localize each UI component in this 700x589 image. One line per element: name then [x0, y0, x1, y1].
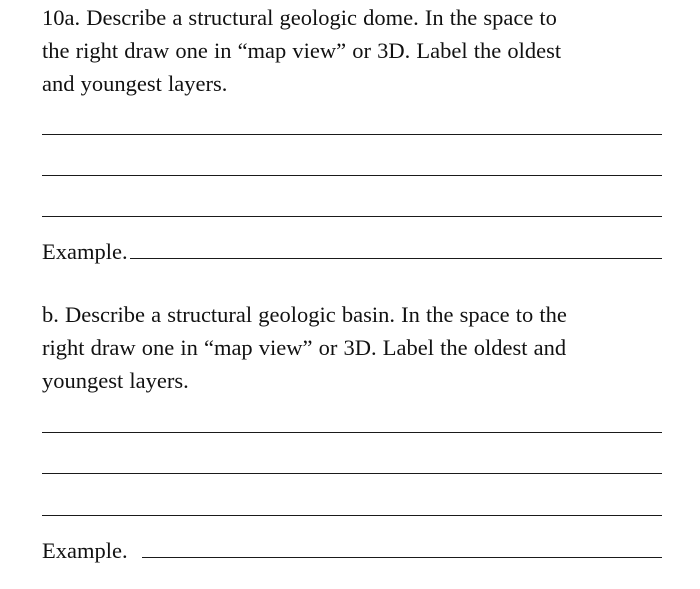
answer-line-10a-3[interactable] [42, 216, 662, 217]
example-label-b: Example. [42, 538, 128, 563]
question-b-line-3: youngest layers. [42, 368, 189, 393]
question-10a-line-2: the right draw one in “map view” or 3D. Label the oldest [42, 38, 562, 63]
answer-line-b-3[interactable] [42, 515, 662, 516]
question-b-prompt [42, 298, 672, 397]
example-row-b [42, 530, 662, 564]
example-label-10a: Example. [42, 239, 128, 264]
example-blank-b[interactable] [142, 557, 662, 558]
question-10a-line-1: 10a. Describe a structural geologic dome. In the space to [42, 5, 557, 30]
example-row-10a [42, 231, 662, 265]
question-b-line-1: b. Describe a structural geologic basin. In the space to the [42, 302, 567, 327]
question-b-line-2: right draw one in “map view” or 3D. Label the oldest and [42, 335, 567, 360]
answer-line-b-2[interactable] [42, 473, 662, 474]
question-10a-line-3: and youngest layers. [42, 71, 228, 96]
question-10a-prompt [42, 1, 672, 100]
answer-line-b-1[interactable] [42, 432, 662, 433]
example-blank-10a[interactable] [130, 258, 662, 259]
answer-line-10a-1[interactable] [42, 134, 662, 135]
answer-line-10a-2[interactable] [42, 175, 662, 176]
